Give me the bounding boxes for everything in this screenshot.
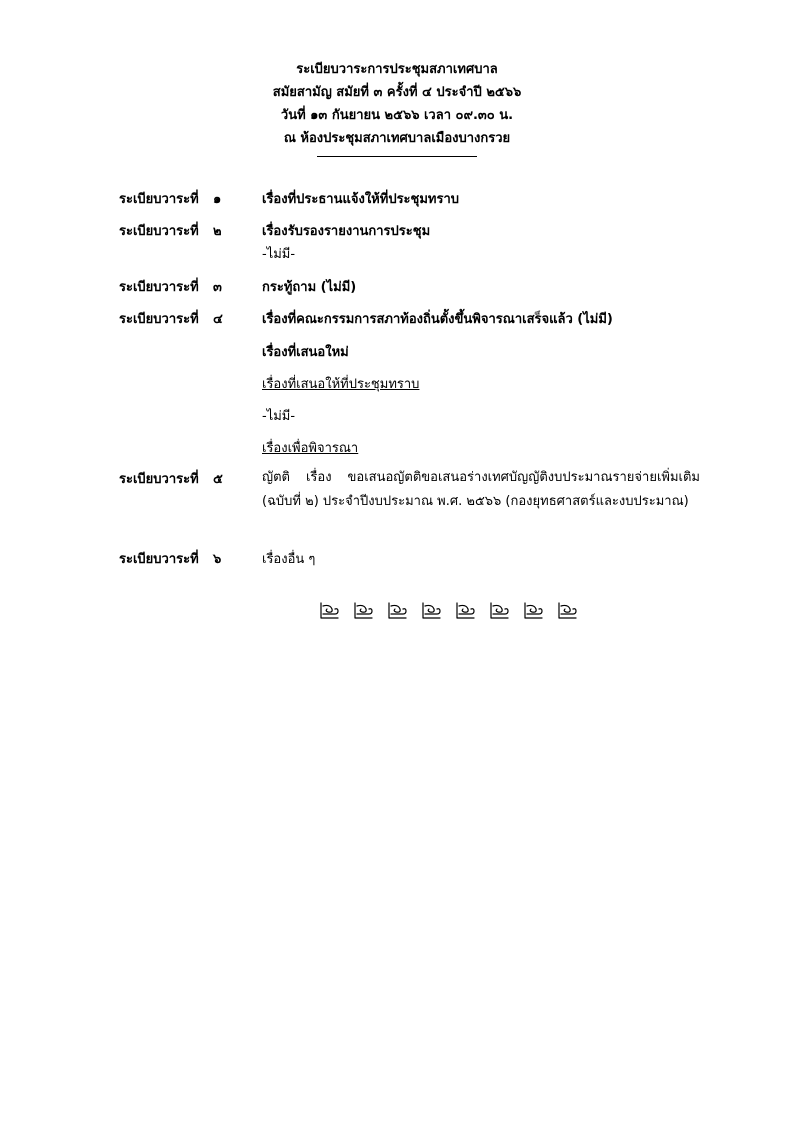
agenda-text: เรื่องรับรองรายงานการประชุม bbox=[262, 224, 431, 239]
for-info-value: -ไม่มี- bbox=[262, 409, 296, 424]
agenda-item-6 bbox=[0, 544, 794, 576]
closing-ornaments bbox=[318, 600, 578, 622]
thai-flourish-icon bbox=[386, 600, 408, 622]
agenda-label: ระเบียบวาระที่ bbox=[119, 472, 199, 487]
agenda-item-4 bbox=[0, 304, 794, 336]
header-session: สมัยสามัญ สมัยที่ ๓ ครั้งที่ ๔ ประจำปี ๒๕๖๖ bbox=[272, 85, 522, 100]
new-matters-heading: เรื่องที่เสนอใหม่ bbox=[262, 345, 349, 360]
thai-flourish-icon bbox=[420, 600, 442, 622]
thai-flourish-icon bbox=[522, 600, 544, 622]
agenda-number: ๑ bbox=[213, 192, 222, 207]
agenda-number: ๔ bbox=[213, 312, 223, 327]
agenda-item-3 bbox=[0, 272, 794, 304]
header-datetime: วันที่ ๑๓ กันยายน ๒๕๖๖ เวลา ๐๙.๓๐ น. bbox=[280, 108, 514, 123]
thai-flourish-icon bbox=[556, 600, 578, 622]
document-header bbox=[0, 58, 794, 157]
agenda-label: ระเบียบวาระที่ bbox=[119, 192, 199, 207]
agenda-item-2 bbox=[0, 216, 794, 248]
agenda-text: เรื่องอื่น ๆ bbox=[262, 552, 316, 567]
agenda-5-text: ญัตติ เรื่อง ขอเสนอญัตติขอเสนอร่างเทศบัญญัติงบประมาณรายจ่ายเพิ่มเติม (ฉบับที่ ๒) ประจำปีงบประมาณ พ.ศ. ๒๕๖๖ (กองยุทธศาสตร์และงบประมาณ) bbox=[262, 470, 700, 509]
thai-flourish-icon bbox=[352, 600, 374, 622]
agenda-text: กระทู้ถาม (ไม่มี) bbox=[262, 280, 357, 295]
thai-flourish-icon bbox=[488, 600, 510, 622]
agenda-item-1 bbox=[0, 184, 794, 216]
agenda-number: ๕ bbox=[213, 472, 223, 487]
agenda-label: ระเบียบวาระที่ bbox=[119, 224, 199, 239]
agenda-label: ระเบียบวาระที่ bbox=[119, 280, 199, 295]
agenda-2-sub: -ไม่มี- bbox=[262, 247, 296, 262]
agenda-text: เรื่องที่ประธานแจ้งให้ที่ประชุมทราบ bbox=[262, 192, 460, 207]
agenda-number: ๓ bbox=[213, 280, 222, 295]
thai-flourish-icon bbox=[454, 600, 476, 622]
header-venue: ณ ห้องประชุมสภาเทศบาลเมืองบางกรวย bbox=[283, 131, 511, 146]
agenda-label: ระเบียบวาระที่ bbox=[119, 552, 199, 567]
for-info-heading: เรื่องที่เสนอให้ที่ประชุมทราบ bbox=[262, 377, 420, 392]
for-consideration-heading: เรื่องเพื่อพิจารณา bbox=[262, 441, 359, 456]
header-divider bbox=[317, 156, 477, 157]
agenda-number: ๖ bbox=[213, 552, 222, 567]
thai-flourish-icon bbox=[318, 600, 340, 622]
agenda-text: เรื่องที่คณะกรรมการสภาท้องถิ่นตั้งขึ้นพิจารณาเสร็จแล้ว (ไม่มี) bbox=[262, 312, 613, 327]
header-title: ระเบียบวาระการประชุมสภาเทศบาล bbox=[296, 62, 498, 77]
agenda-number: ๒ bbox=[213, 224, 222, 239]
agenda-label: ระเบียบวาระที่ bbox=[119, 312, 199, 327]
